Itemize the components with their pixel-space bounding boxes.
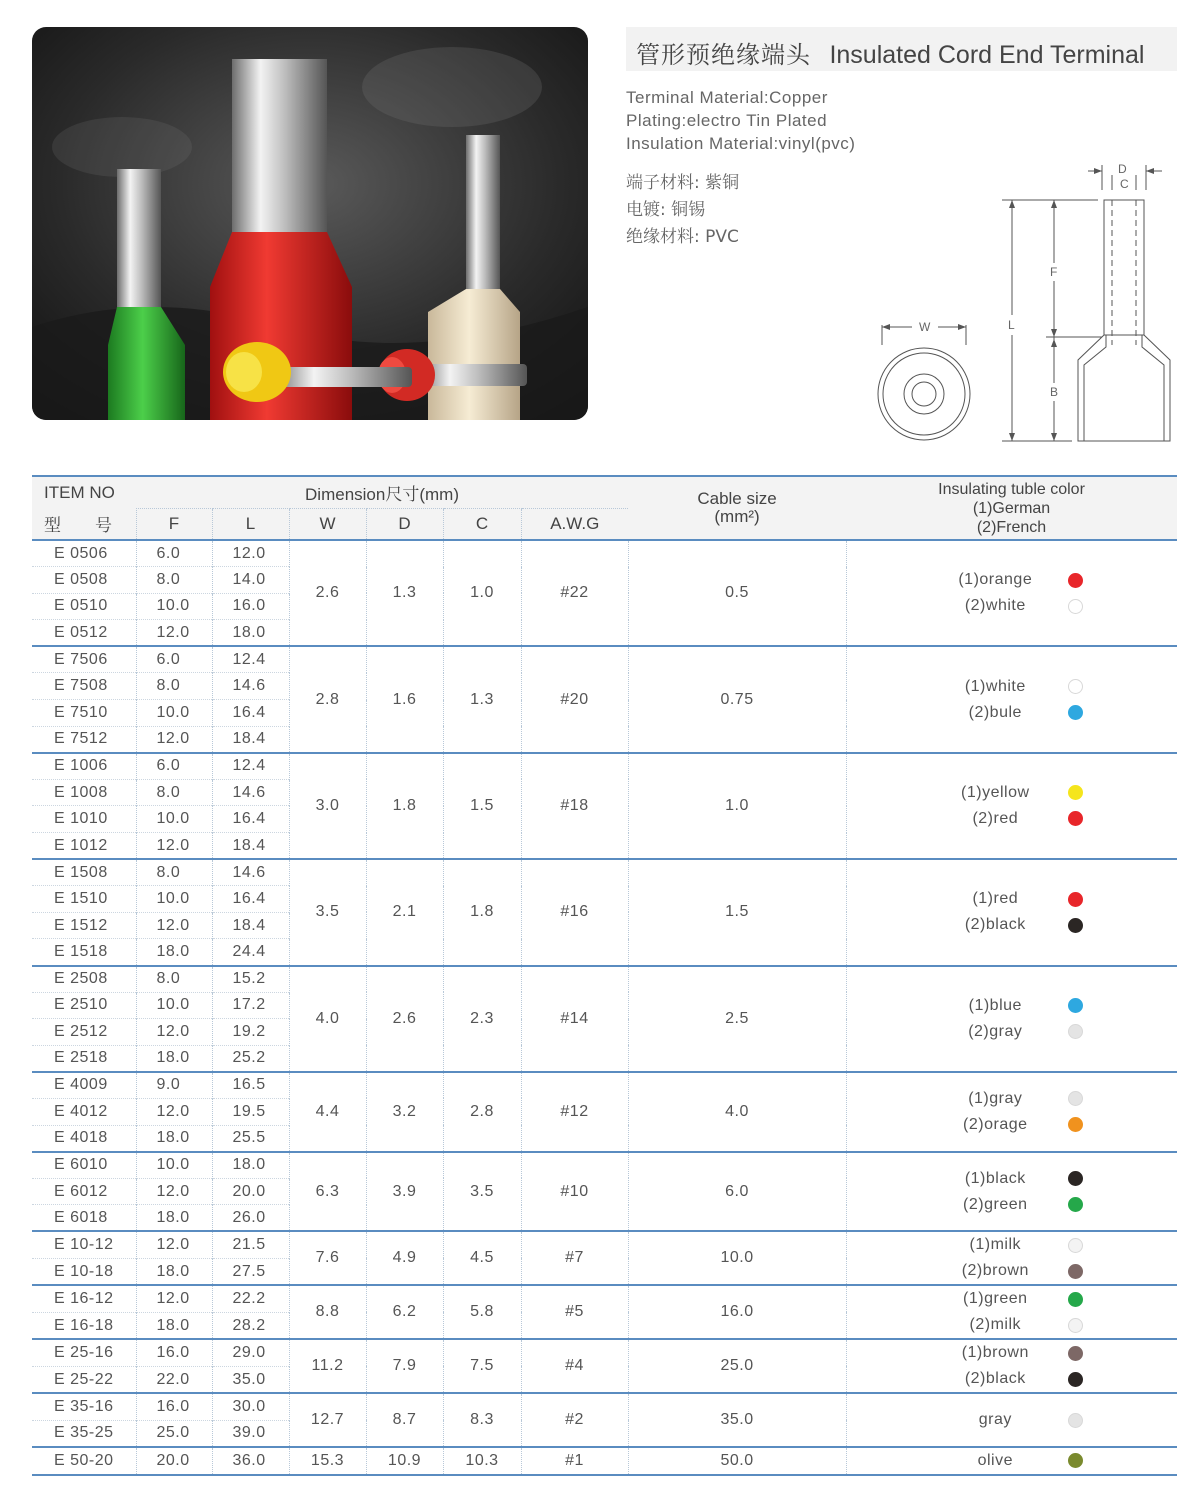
w-cell: 12.7 <box>289 1393 366 1446</box>
table-row <box>32 540 1177 567</box>
item-no-cell: E 2518 <box>32 1045 136 1072</box>
item-no-cell: E 35-25 <box>32 1420 136 1447</box>
f-cell: 8.0 <box>136 567 212 594</box>
table-row <box>32 1339 1177 1366</box>
f-cell: 12.0 <box>136 912 212 939</box>
color-swatch <box>1068 998 1083 1013</box>
awg-cell: #22 <box>521 540 628 646</box>
label-d: D <box>1118 162 1127 176</box>
color-swatch <box>1068 1292 1083 1307</box>
color-entry <box>940 1286 1083 1312</box>
c-cell: 10.3 <box>443 1447 521 1475</box>
table-row <box>32 966 1177 993</box>
l-cell: 16.4 <box>212 806 289 833</box>
l-cell: 17.2 <box>212 992 289 1019</box>
color-swatch <box>1068 892 1083 907</box>
f-cell: 18.0 <box>136 1045 212 1072</box>
color-cell <box>846 966 1177 1072</box>
label-w: W <box>919 320 931 334</box>
f-cell: 10.0 <box>136 886 212 913</box>
d-cell: 1.6 <box>366 646 443 752</box>
item-no-cell: E 6018 <box>32 1205 136 1232</box>
color-entry <box>940 886 1083 912</box>
color-swatch <box>1068 573 1083 588</box>
f-cell: 10.0 <box>136 806 212 833</box>
color-cell <box>846 1285 1177 1339</box>
c-cell: 5.8 <box>443 1285 521 1339</box>
l-cell: 25.2 <box>212 1045 289 1072</box>
f-cell: 8.0 <box>136 966 212 993</box>
header-dimension: Dimension尺寸(mm) <box>136 476 628 508</box>
l-cell: 26.0 <box>212 1205 289 1232</box>
item-no-cell: E 1012 <box>32 833 136 860</box>
color-label: (1)red <box>972 890 1019 908</box>
color-label: (2)black <box>964 916 1026 934</box>
c-cell: 7.5 <box>443 1339 521 1393</box>
l-cell: 39.0 <box>212 1420 289 1447</box>
l-cell: 12.4 <box>212 646 289 673</box>
color-cell <box>846 859 1177 965</box>
color-list <box>940 1086 1083 1138</box>
f-cell: 18.0 <box>136 939 212 966</box>
l-cell: 35.0 <box>212 1366 289 1393</box>
cable-size-cell: 16.0 <box>628 1285 846 1339</box>
f-cell: 12.0 <box>136 1098 212 1125</box>
table-row <box>32 646 1177 673</box>
cable-size-cell: 10.0 <box>628 1231 846 1285</box>
l-cell: 18.0 <box>212 1152 289 1179</box>
d-cell: 6.2 <box>366 1285 443 1339</box>
label-f: F <box>1050 265 1058 279</box>
l-cell: 14.6 <box>212 859 289 886</box>
color-entry <box>940 1192 1083 1218</box>
w-cell: 2.8 <box>289 646 366 752</box>
color-label: (2)brown <box>961 1262 1029 1280</box>
item-no-cell: E 4012 <box>32 1098 136 1125</box>
w-cell: 6.3 <box>289 1152 366 1232</box>
color-entry <box>940 1407 1083 1433</box>
f-cell: 16.0 <box>136 1339 212 1366</box>
d-cell: 3.2 <box>366 1072 443 1152</box>
f-cell: 12.0 <box>136 1178 212 1205</box>
awg-cell: #1 <box>521 1447 628 1475</box>
l-cell: 16.5 <box>212 1072 289 1099</box>
f-cell: 12.0 <box>136 1019 212 1046</box>
color-label: (1)green <box>963 1290 1028 1308</box>
header-cable-size: Cable size (mm²) <box>628 476 846 540</box>
color-cell <box>846 646 1177 752</box>
item-no-cell: E 25-16 <box>32 1339 136 1366</box>
item-no-cell: E 7506 <box>32 646 136 673</box>
dimension-drawing <box>866 155 1186 455</box>
item-no-cell: E 7508 <box>32 673 136 700</box>
l-cell: 16.4 <box>212 700 289 727</box>
color-entry <box>940 1340 1083 1366</box>
color-label: (2)red <box>972 809 1019 827</box>
cable-size-cell: 1.5 <box>628 859 846 965</box>
item-no-cell: E 35-16 <box>32 1393 136 1420</box>
header-l: L <box>212 508 289 540</box>
awg-cell: #5 <box>521 1285 628 1339</box>
color-swatch <box>1068 1372 1083 1387</box>
f-cell: 22.0 <box>136 1366 212 1393</box>
c-cell: 4.5 <box>443 1231 521 1285</box>
color-entry <box>940 1366 1083 1392</box>
color-label: (2)green <box>963 1195 1028 1213</box>
l-cell: 30.0 <box>212 1393 289 1420</box>
item-no-cell: E 1510 <box>32 886 136 913</box>
cable-size-cell: 25.0 <box>628 1339 846 1393</box>
color-list <box>940 674 1083 726</box>
cable-size-cell: 0.75 <box>628 646 846 752</box>
w-cell: 11.2 <box>289 1339 366 1393</box>
l-cell: 14.6 <box>212 673 289 700</box>
w-cell: 4.0 <box>289 966 366 1072</box>
item-no-cell: E 7512 <box>32 726 136 753</box>
spec-cn-plating: 电镀: 铜锡 <box>626 200 706 220</box>
cable-size-cell: 35.0 <box>628 1393 846 1446</box>
item-no-cell: E 1512 <box>32 912 136 939</box>
color-list <box>940 567 1083 619</box>
color-swatch <box>1068 1197 1083 1212</box>
w-cell: 7.6 <box>289 1231 366 1285</box>
color-swatch <box>1068 1024 1083 1039</box>
color-label: (1)white <box>964 677 1026 695</box>
color-label: (1)black <box>964 1169 1026 1187</box>
color-swatch <box>1068 1346 1083 1361</box>
header-awg: A.W.G <box>521 508 628 540</box>
l-cell: 15.2 <box>212 966 289 993</box>
awg-cell: #10 <box>521 1152 628 1232</box>
f-cell: 18.0 <box>136 1258 212 1285</box>
title-en: Insulated Cord End Terminal <box>829 41 1145 69</box>
color-swatch <box>1068 1453 1083 1468</box>
d-cell: 1.3 <box>366 540 443 646</box>
item-no-cell: E 2510 <box>32 992 136 1019</box>
item-no-cell: E 0508 <box>32 567 136 594</box>
item-no-cell: E 1508 <box>32 859 136 886</box>
awg-cell: #7 <box>521 1231 628 1285</box>
color-swatch <box>1068 918 1083 933</box>
color-entry <box>940 700 1083 726</box>
c-cell: 2.3 <box>443 966 521 1072</box>
table-row <box>32 1447 1177 1475</box>
c-cell: 1.5 <box>443 753 521 859</box>
f-cell: 8.0 <box>136 673 212 700</box>
f-cell: 12.0 <box>136 1285 212 1312</box>
color-entry <box>940 1258 1083 1284</box>
table-row <box>32 1393 1177 1420</box>
color-swatch <box>1068 679 1083 694</box>
l-cell: 27.5 <box>212 1258 289 1285</box>
f-cell: 6.0 <box>136 753 212 780</box>
item-no-cell: E 0506 <box>32 540 136 567</box>
f-cell: 18.0 <box>136 1125 212 1152</box>
label-b: B <box>1050 385 1059 399</box>
f-cell: 10.0 <box>136 992 212 1019</box>
product-photo <box>32 27 588 420</box>
w-cell: 15.3 <box>289 1447 366 1475</box>
header-insulating-color: Insulating tuble color (1)German (2)French <box>846 476 1177 540</box>
l-cell: 12.4 <box>212 753 289 780</box>
header-f: F <box>136 508 212 540</box>
color-cell <box>846 1393 1177 1446</box>
color-swatch <box>1068 1091 1083 1106</box>
f-cell: 12.0 <box>136 833 212 860</box>
color-label: (2)white <box>964 597 1026 615</box>
l-cell: 36.0 <box>212 1447 289 1475</box>
color-label: (1)gray <box>968 1089 1023 1107</box>
header-c: C <box>443 508 521 540</box>
header-w: W <box>289 508 366 540</box>
color-list <box>940 1286 1083 1338</box>
cable-size-cell: 1.0 <box>628 753 846 859</box>
f-cell: 18.0 <box>136 1312 212 1339</box>
spec-plating: Plating:electro Tin Plated <box>626 111 828 130</box>
color-swatch <box>1068 1318 1083 1333</box>
f-cell: 8.0 <box>136 779 212 806</box>
color-list <box>940 1448 1083 1474</box>
header-item-no: ITEM NO <box>32 476 136 508</box>
item-no-cell: E 10-18 <box>32 1258 136 1285</box>
table-row <box>32 859 1177 886</box>
l-cell: 22.2 <box>212 1285 289 1312</box>
w-cell: 2.6 <box>289 540 366 646</box>
header-d: D <box>366 508 443 540</box>
color-list <box>940 1166 1083 1218</box>
f-cell: 10.0 <box>136 593 212 620</box>
f-cell: 9.0 <box>136 1072 212 1099</box>
color-label: (2)orage <box>963 1115 1028 1133</box>
item-no-cell: E 2508 <box>32 966 136 993</box>
f-cell: 25.0 <box>136 1420 212 1447</box>
f-cell: 6.0 <box>136 540 212 567</box>
f-cell: 8.0 <box>136 859 212 886</box>
label-l: L <box>1008 318 1015 332</box>
f-cell: 12.0 <box>136 1231 212 1258</box>
awg-cell: #16 <box>521 859 628 965</box>
w-cell: 8.8 <box>289 1285 366 1339</box>
c-cell: 3.5 <box>443 1152 521 1232</box>
c-cell: 1.0 <box>443 540 521 646</box>
d-cell: 2.1 <box>366 859 443 965</box>
item-no-cell: E 1010 <box>32 806 136 833</box>
w-cell: 3.0 <box>289 753 366 859</box>
color-swatch <box>1068 1413 1083 1428</box>
color-entry <box>940 1112 1083 1138</box>
color-label: (2)milk <box>969 1316 1022 1334</box>
cable-size-cell: 6.0 <box>628 1152 846 1232</box>
item-no-cell: E 25-22 <box>32 1366 136 1393</box>
color-list <box>940 993 1083 1045</box>
color-label: olive <box>977 1451 1013 1469</box>
color-entry <box>940 1019 1083 1045</box>
cable-size-cell: 50.0 <box>628 1447 846 1475</box>
item-no-cell: E 50-20 <box>32 1447 136 1475</box>
w-cell: 4.4 <box>289 1072 366 1152</box>
table-row <box>32 1072 1177 1099</box>
item-no-cell: E 6010 <box>32 1152 136 1179</box>
d-cell: 3.9 <box>366 1152 443 1232</box>
l-cell: 19.5 <box>212 1098 289 1125</box>
color-swatch <box>1068 1264 1083 1279</box>
l-cell: 24.4 <box>212 939 289 966</box>
l-cell: 14.6 <box>212 779 289 806</box>
color-cell <box>846 1447 1177 1475</box>
color-label: (2)black <box>964 1370 1026 1388</box>
color-cell <box>846 1339 1177 1393</box>
color-entry <box>940 912 1083 938</box>
item-no-cell: E 10-12 <box>32 1231 136 1258</box>
l-cell: 25.5 <box>212 1125 289 1152</box>
f-cell: 10.0 <box>136 1152 212 1179</box>
color-entry <box>940 674 1083 700</box>
spec-cn-terminal-material: 端子材料: 紫铜 <box>626 173 740 193</box>
item-no-cell: E 6012 <box>32 1178 136 1205</box>
color-cell <box>846 753 1177 859</box>
label-c: C <box>1120 177 1129 191</box>
color-entry <box>940 1166 1083 1192</box>
color-label: (1)brown <box>961 1344 1029 1362</box>
color-label: gray <box>978 1411 1012 1429</box>
color-label: (1)milk <box>969 1236 1022 1254</box>
f-cell: 6.0 <box>136 646 212 673</box>
c-cell: 1.8 <box>443 859 521 965</box>
title-bar <box>626 27 1177 71</box>
awg-cell: #18 <box>521 753 628 859</box>
cable-size-cell: 2.5 <box>628 966 846 1072</box>
color-entry <box>940 806 1083 832</box>
awg-cell: #14 <box>521 966 628 1072</box>
color-label: (1)blue <box>968 996 1022 1014</box>
color-swatch <box>1068 1238 1083 1253</box>
table-row <box>32 1231 1177 1258</box>
c-cell: 1.3 <box>443 646 521 752</box>
spec-cn-insulation: 绝缘材料: PVC <box>626 227 739 247</box>
color-swatch <box>1068 785 1083 800</box>
l-cell: 18.0 <box>212 620 289 647</box>
d-cell: 2.6 <box>366 966 443 1072</box>
spec-insulation: Insulation Material:vinyl(pvc) <box>626 134 856 153</box>
table-body <box>32 540 1177 1475</box>
l-cell: 12.0 <box>212 540 289 567</box>
color-entry <box>940 593 1083 619</box>
l-cell: 18.4 <box>212 912 289 939</box>
cable-size-cell: 4.0 <box>628 1072 846 1152</box>
cable-size-cell: 0.5 <box>628 540 846 646</box>
color-list <box>940 1340 1083 1392</box>
color-entry <box>940 780 1083 806</box>
l-cell: 20.0 <box>212 1178 289 1205</box>
f-cell: 12.0 <box>136 726 212 753</box>
item-no-cell: E 0510 <box>32 593 136 620</box>
color-entry <box>940 993 1083 1019</box>
l-cell: 18.4 <box>212 726 289 753</box>
d-cell: 8.7 <box>366 1393 443 1446</box>
item-no-cell: E 7510 <box>32 700 136 727</box>
color-entry <box>940 567 1083 593</box>
header-item-cn: 型 号 <box>32 508 136 540</box>
l-cell: 28.2 <box>212 1312 289 1339</box>
color-label: (2)gray <box>968 1022 1023 1040</box>
color-label: (1)orange <box>958 571 1033 589</box>
color-cell <box>846 540 1177 646</box>
l-cell: 14.0 <box>212 567 289 594</box>
awg-cell: #2 <box>521 1393 628 1446</box>
color-cell <box>846 1152 1177 1232</box>
color-cell <box>846 1072 1177 1152</box>
awg-cell: #12 <box>521 1072 628 1152</box>
color-swatch <box>1068 811 1083 826</box>
item-no-cell: E 0512 <box>32 620 136 647</box>
l-cell: 16.0 <box>212 593 289 620</box>
title-cn: 管形预绝缘端头 <box>636 41 811 69</box>
item-no-cell: E 1006 <box>32 753 136 780</box>
item-no-cell: E 1008 <box>32 779 136 806</box>
color-entry <box>940 1086 1083 1112</box>
spec-terminal-material: Terminal Material:Copper <box>626 88 828 107</box>
color-entry <box>940 1448 1083 1474</box>
d-cell: 4.9 <box>366 1231 443 1285</box>
f-cell: 10.0 <box>136 700 212 727</box>
l-cell: 19.2 <box>212 1019 289 1046</box>
color-swatch <box>1068 599 1083 614</box>
f-cell: 12.0 <box>136 620 212 647</box>
d-cell: 1.8 <box>366 753 443 859</box>
spec-table <box>32 475 1177 1476</box>
color-entry <box>940 1232 1083 1258</box>
color-list <box>940 1407 1083 1433</box>
item-no-cell: E 16-12 <box>32 1285 136 1312</box>
table-row <box>32 1285 1177 1312</box>
awg-cell: #4 <box>521 1339 628 1393</box>
color-label: (1)yellow <box>961 783 1030 801</box>
color-swatch <box>1068 1117 1083 1132</box>
d-cell: 7.9 <box>366 1339 443 1393</box>
color-label: (2)bule <box>968 703 1022 721</box>
color-swatch <box>1068 705 1083 720</box>
c-cell: 2.8 <box>443 1072 521 1152</box>
item-no-cell: E 16-18 <box>32 1312 136 1339</box>
f-cell: 18.0 <box>136 1205 212 1232</box>
c-cell: 8.3 <box>443 1393 521 1446</box>
color-list <box>940 780 1083 832</box>
item-no-cell: E 1518 <box>32 939 136 966</box>
l-cell: 18.4 <box>212 833 289 860</box>
item-no-cell: E 2512 <box>32 1019 136 1046</box>
color-list <box>940 886 1083 938</box>
item-no-cell: E 4018 <box>32 1125 136 1152</box>
color-cell <box>846 1231 1177 1285</box>
f-cell: 16.0 <box>136 1393 212 1420</box>
color-entry <box>940 1312 1083 1338</box>
w-cell: 3.5 <box>289 859 366 965</box>
item-no-cell: E 4009 <box>32 1072 136 1099</box>
f-cell: 20.0 <box>136 1447 212 1475</box>
l-cell: 16.4 <box>212 886 289 913</box>
awg-cell: #20 <box>521 646 628 752</box>
color-list <box>940 1232 1083 1284</box>
l-cell: 21.5 <box>212 1231 289 1258</box>
l-cell: 29.0 <box>212 1339 289 1366</box>
table-row <box>32 1152 1177 1179</box>
d-cell: 10.9 <box>366 1447 443 1475</box>
color-swatch <box>1068 1171 1083 1186</box>
table-row <box>32 753 1177 780</box>
